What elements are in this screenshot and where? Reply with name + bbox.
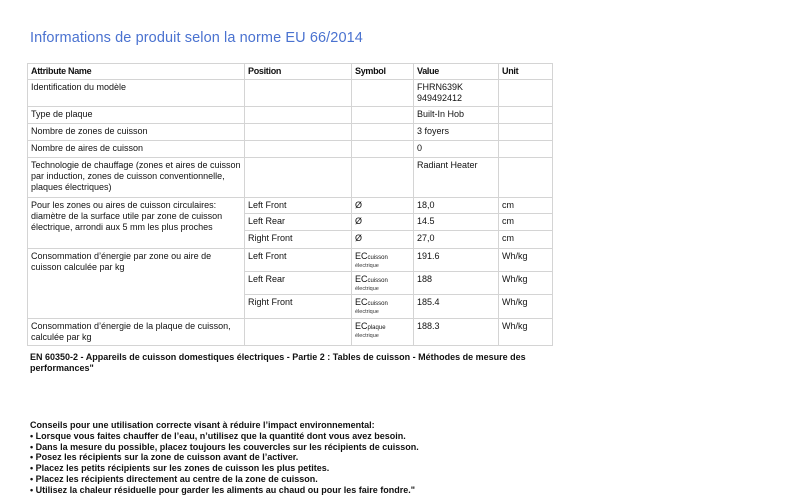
symbol-cell: ECcuisson électrique <box>352 272 414 295</box>
attribute-cell: Nombre de aires de cuisson <box>28 141 245 158</box>
unit-cell: cm <box>499 198 553 214</box>
model-number: FHRN639K <box>417 82 464 92</box>
table-row-type <box>28 107 553 124</box>
attribute-cell: Identification du modèle <box>28 80 245 107</box>
symbol-cell: ECcuisson électrique <box>352 249 414 272</box>
value-cell: 3 foyers <box>414 124 499 141</box>
unit-cell: Wh/kg <box>499 272 553 295</box>
table-row-model <box>28 80 553 107</box>
norm-reference: EN 60350-2 - Appareils de cuisson domestiques électriques - Partie 2 : Tables de cuisson - Méthodes de mesure des performances" <box>30 352 526 373</box>
unit-cell <box>499 107 553 124</box>
position-cell <box>245 319 352 346</box>
position-cell <box>245 158 352 198</box>
product-number: 949492412 <box>417 93 463 104</box>
unit-cell <box>499 158 553 198</box>
symbol-cell <box>352 141 414 158</box>
advice-heading: Conseils pour une utilisation correcte visant à réduire l’impact environnemental: <box>30 420 375 430</box>
attribute-cell: Nombre de zones de cuisson <box>28 124 245 141</box>
symbol-cell: ECplaque électrique <box>352 319 414 346</box>
attribute-cell: Technologie de chauffage (zones et aires de cuisson par induction, zones de cuisson conventionnelle, plaques électriques) <box>28 158 245 198</box>
header-position: Position <box>245 64 352 80</box>
table-row-areas <box>28 141 553 158</box>
table-row-zones <box>28 124 553 141</box>
position-cell: Left Rear <box>245 214 352 231</box>
unit-cell: Wh/kg <box>499 295 553 319</box>
attribute-cell: Consommation d’énergie de la plaque de cuisson, calculée par kg <box>28 319 245 346</box>
symbol-cell: Ø <box>352 231 414 249</box>
unit-cell <box>499 80 553 107</box>
unit-cell <box>499 141 553 158</box>
value-cell <box>414 80 499 107</box>
unit-cell: cm <box>499 214 553 231</box>
header-value: Value <box>414 64 499 80</box>
header-symbol: Symbol <box>352 64 414 80</box>
advice-item: • Placez les petits récipients sur les zones de cuisson les plus petites. <box>30 463 330 474</box>
value-cell: 188 <box>414 272 499 295</box>
value-cell: 185.4 <box>414 295 499 319</box>
symbol-cell: Ø <box>352 198 414 214</box>
page-title: Informations de produit selon la norme EU 66/2014 <box>30 30 363 46</box>
value-cell: 18,0 <box>414 198 499 214</box>
environmental-advice <box>30 420 590 496</box>
value-cell: 0 <box>414 141 499 158</box>
position-cell: Left Rear <box>245 272 352 295</box>
position-cell <box>245 124 352 141</box>
symbol-cell <box>352 80 414 107</box>
attribute-cell: Type de plaque <box>28 107 245 124</box>
position-cell <box>245 107 352 124</box>
table-header-row <box>28 64 553 80</box>
symbol-cell: Ø <box>352 214 414 231</box>
advice-item: • Utilisez la chaleur résiduelle pour garder les aliments au chaud ou pour les faire fondre." <box>30 484 416 495</box>
table-row-energy-hob <box>28 319 553 346</box>
advice-item: • Lorsque vous faites chauffer de l’eau, n’utilisez que la quantité dont vous avez besoin. <box>30 430 406 441</box>
position-cell: Right Front <box>245 295 352 319</box>
position-cell: Left Front <box>245 249 352 272</box>
product-info-table <box>27 63 553 346</box>
table-row-technology <box>28 158 553 198</box>
position-cell: Left Front <box>245 198 352 214</box>
value-cell: Built-In Hob <box>414 107 499 124</box>
symbol-cell <box>352 158 414 198</box>
attribute-cell: Consommation d’énergie par zone ou aire de cuisson calculée par kg <box>28 249 245 319</box>
unit-cell <box>499 124 553 141</box>
unit-cell: Wh/kg <box>499 249 553 272</box>
table-row-diameter <box>28 198 553 214</box>
position-cell: Right Front <box>245 231 352 249</box>
symbol-cell: ECcuisson électrique <box>352 295 414 319</box>
advice-item: • Placez les récipients directement au centre de la zone de cuisson. <box>30 473 318 484</box>
table-row-energy-zone <box>28 249 553 272</box>
position-cell <box>245 141 352 158</box>
header-unit: Unit <box>499 64 553 80</box>
header-attribute-name: Attribute Name <box>28 64 245 80</box>
value-cell: 14.5 <box>414 214 499 231</box>
value-cell: Radiant Heater <box>414 158 499 198</box>
unit-cell: cm <box>499 231 553 249</box>
value-cell: 188.3 <box>414 319 499 346</box>
advice-item: • Posez les récipients sur la zone de cuisson avant de l’activer. <box>30 452 299 463</box>
symbol-cell <box>352 107 414 124</box>
unit-cell: Wh/kg <box>499 319 553 346</box>
value-cell: 191.6 <box>414 249 499 272</box>
attribute-cell: Pour les zones ou aires de cuisson circulaires: diamètre de la surface utile par zone de cuisson électrique, arrondi aux 5 mm les plus proches <box>28 198 245 249</box>
position-cell <box>245 80 352 107</box>
value-cell: 27,0 <box>414 231 499 249</box>
symbol-cell <box>352 124 414 141</box>
advice-item: • Dans la mesure du possible, placez toujours les couvercles sur les récipients de cuisson. <box>30 441 419 452</box>
